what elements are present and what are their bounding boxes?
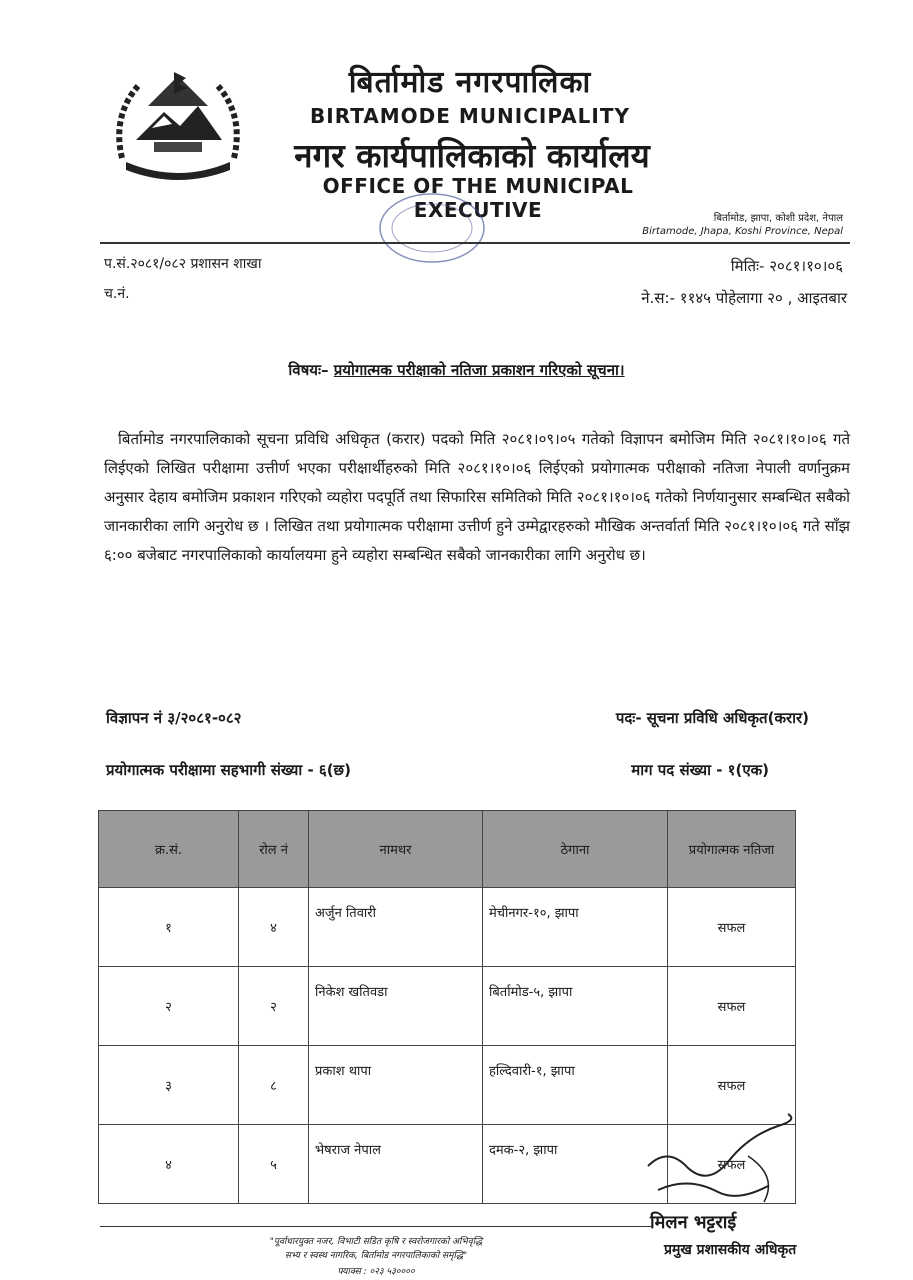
- participant-count: प्रयोगात्मक परीक्षामा सहभागी संख्या - ६(छ): [106, 761, 351, 779]
- municipality-name-nepali: बिर्तामोड नगरपालिका: [348, 65, 592, 100]
- table-row: [99, 888, 796, 967]
- cell-roll: २: [239, 967, 309, 1046]
- cell-result: सफल: [668, 967, 796, 1046]
- footer-divider: [100, 1226, 652, 1227]
- cell-serial: ३: [99, 1046, 239, 1125]
- advertisement-number: विज्ञापन नं ३/२०८१-०८२: [106, 709, 242, 727]
- office-name-nepali: नगर कार्यपालिकाको कार्यालय: [294, 136, 650, 175]
- document-date: मितिः- २०८१।१०।०६: [730, 257, 843, 275]
- cell-serial: १: [99, 888, 239, 967]
- handwritten-signature: [628, 1106, 828, 1216]
- address-english: Birtamode, Jhapa, Koshi Province, Nepal: [642, 226, 843, 237]
- subject-line: [0, 360, 913, 380]
- notice-body: बिर्तामोड नगरपालिकाको सूचना प्रविधि अधिकृत (करार) पदको मिति २०८१।०९।०५ गतेको विज्ञापन बमोजिम मिति २०८१।१०।०६ गते लिईएको लिखित परीक्षामा उत्तीर्ण भएका परीक्षार्थीहरुको मिति २०८१।१०।०६ लिईएको प्रयोगात्मक परीक्षाको नतिजा नेपाली वर्णानुक्रम अनुसार देहाय बमोजिम प्रकाशन गरिएको व्यहोरा पदपूर्ति तथा सिफारिस समितिको मिति २०८१।१०।०६ गतेको निर्णयानुसार सम्बन्धित सबैको जानकारीका लागि अनुरोध छ । लिखित तथा प्रयोगात्मक परीक्षामा उत्तीर्ण हुने उम्मेद्वारहरुको मौखिक अन्तर्वार्ता मिति २०८१।१०।०६ गते साँझ ६:०० बजेबाट नगरपालिकाको कार्यालयमा हुने व्यहोरा सम्बन्धित सबैको जानकारीका लागि अनुरोध छ।: [104, 430, 850, 564]
- nepal-sambat-date: ने.स:- ११४५ पोहेलागा २० , आइतबार: [641, 289, 847, 307]
- header-address: ठेगाना: [483, 811, 668, 888]
- subject-text: प्रयोगात्मक परीक्षाको नतिजा प्रकाशन गरिएको सूचना।: [333, 361, 625, 379]
- cell-name: निकेश खतिवडा: [309, 967, 483, 1046]
- cell-address: मेचीनगर-१०, झापा: [483, 888, 668, 967]
- footer-contact: फ्याक्स : ०२३ ५३००००: [337, 1267, 415, 1277]
- office-stamp: [372, 188, 492, 266]
- cell-serial: २: [99, 967, 239, 1046]
- reference-number: प.सं.२०८१/०८२ प्रशासन शाखा: [104, 256, 262, 272]
- table-row: [99, 967, 796, 1046]
- cell-roll: ८: [239, 1046, 309, 1125]
- header-divider: [100, 242, 850, 244]
- table-header-row: [99, 811, 796, 888]
- cell-name: अर्जुन तिवारी: [309, 888, 483, 967]
- header-name: नामथर: [309, 811, 483, 888]
- cell-name: भेषराज नेपाल: [309, 1125, 483, 1204]
- post-name: पदः- सूचना प्रविधि अधिकृत(करार): [615, 709, 809, 727]
- footer-slogan-line2: सभ्य र स्वस्थ नागरिक, बिर्तामोड नगरपालिकाको समृद्धि": [284, 1251, 468, 1261]
- header-serial: क्र.सं.: [99, 811, 239, 888]
- cell-address: हल्दिवारी-१, झापा: [483, 1046, 668, 1125]
- cell-roll: ५: [239, 1125, 309, 1204]
- demand-post-count: माग पद संख्या - १(एक): [631, 761, 769, 779]
- municipality-name-english: BIRTAMODE MUNICIPALITY: [310, 104, 630, 128]
- cell-serial: ४: [99, 1125, 239, 1204]
- cell-name: प्रकाश थापा: [309, 1046, 483, 1125]
- cell-address: दमक-२, झापा: [483, 1125, 668, 1204]
- footer-slogan-line1: "पूर्वाधारयुक्त नजर, विभाटी सडित कृषि र स्वरोजगारको अभिवृद्धि: [269, 1237, 483, 1247]
- municipality-logo: [108, 66, 248, 184]
- header-roll: रोल नं: [239, 811, 309, 888]
- officer-title: प्रमुख प्रशासकीय अधिकृत: [664, 1242, 797, 1258]
- cell-result: सफल: [668, 888, 796, 967]
- cell-roll: ४: [239, 888, 309, 967]
- cell-address: बिर्तामोड-५, झापा: [483, 967, 668, 1046]
- cell-result: सफल: [668, 1125, 796, 1204]
- subject-label: विषयः–: [288, 361, 329, 379]
- office-name-english: OFFICE OF THE MUNICIPAL EXECUTIVE: [322, 174, 634, 222]
- dispatch-number: च.नं.: [104, 286, 130, 302]
- officer-name: मिलन भट्टराई: [650, 1212, 737, 1233]
- cell-result: सफल: [668, 1046, 796, 1125]
- header-result: प्रयोगात्मक नतिजा: [668, 811, 796, 888]
- address-nepali: बिर्तामोड, झापा, कोशी प्रदेश, नेपाल: [713, 213, 843, 224]
